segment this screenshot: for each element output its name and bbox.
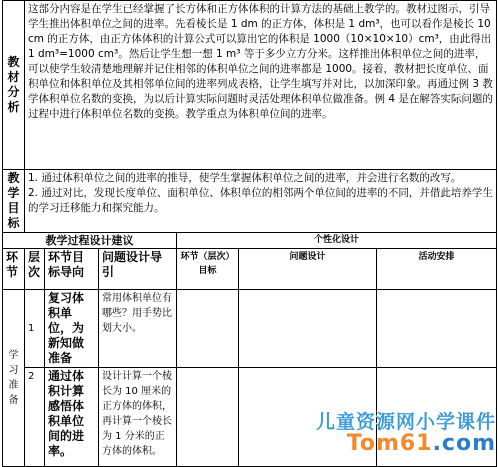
header-question-design: 问题设计 [239, 249, 377, 290]
row-1-question-design [239, 290, 377, 368]
goals-label [6, 171, 21, 231]
watermark-domain [347, 431, 496, 456]
header-stage-goal: 环节（层次）目标 [177, 249, 239, 290]
watermark-domain-name: Tom61 [346, 431, 433, 456]
analysis-label-char: 析 [7, 100, 20, 114]
header-level: 层次 [25, 249, 45, 290]
goal-item-1: 1. 通过体积单位之间的进率的推导，使学生掌握体积单位之间的进率，并会进行名数的改写。 [28, 172, 462, 184]
header-goal-direction: 环节目标导向 [45, 249, 99, 290]
analysis-row [3, 1, 497, 170]
goals-label-char: 目 [7, 201, 20, 215]
goal-item-2: 2. 通过对比，发现长度单位、面积单位、体积单位的相邻两个单位间的进率的不同，并借此培养学生的学习迁移能力和探究能力。 [28, 187, 493, 214]
process-title-row [3, 233, 497, 249]
goals-label-char: 学 [7, 186, 20, 200]
goals-label-char: 教 [7, 171, 20, 185]
process-header-row [3, 249, 497, 290]
watermark-domain-suffix: .com [432, 431, 496, 456]
analysis-text: 这部分内容是在学生已经掌握了长方体和正方体体积的计算方法的基础上教学的。教材过图示，引导学生推出体积单位之间的进率。先看棱长是 1 dm 的正方体，体积是 1 dm³，也可以看作是棱长 10 cm 的正方体，由正方体体积的计算公式可以算出它的体积是 1000（10×10×10）cm³，由此得出 1 dm³=1000 cm³。然后让学生想一想 1 m³ 等于多少立方分米。这样推出体积单位之间的进率，可以使学生较清楚地理解并记住相邻的体积单位之间的进率都是 1000。接着，教材把长度单位、面积单位和体积单位及其相邻单位间的进率列成表格，让学生填写并对比，以加深印象。再通过例 3 教学体积单位名数的变换，为以后计算实际问题时灵活处理体积单位做准备。例 4 是在解答实际问题的过程中进行体积单位名数的变换。教学重点为体积单位间的进率。 [28, 3, 493, 120]
watermark-title: 儿童资源网小学课件 [315, 411, 496, 433]
goals-row [3, 170, 497, 233]
analysis-label-cell [3, 1, 25, 170]
level-2: 2 [25, 368, 45, 467]
row-2-question: 设计计算一个棱长为 10 厘米的正方体的体积，再计算一个棱长为 1 分米的正方体的体积。 [99, 368, 177, 467]
header-question-guide: 问题设计导引 [99, 249, 177, 290]
analysis-label-char: 分 [7, 85, 20, 99]
analysis-label [6, 55, 21, 115]
analysis-label-char: 教 [7, 55, 20, 69]
header-activity: 活动安排 [377, 249, 497, 290]
goals-text-cell [25, 170, 497, 233]
row-1-question: 常用体积单位有哪些？用手势比划大小。 [99, 290, 177, 368]
analysis-label-char: 材 [7, 70, 20, 84]
header-stage: 环节 [3, 249, 25, 290]
site-watermark [296, 407, 496, 459]
goals-label-cell [3, 170, 25, 233]
row-1-goal: 复习体积单位，为新知做准备 [45, 290, 99, 368]
analysis-text-cell [25, 1, 497, 170]
row-1-stage-goal [177, 290, 239, 368]
personal-design-title: 个性化设计 [177, 233, 497, 249]
row-2-stage-goal [177, 368, 239, 467]
row-1-activity [377, 290, 497, 368]
goals-label-char: 标 [7, 216, 20, 230]
process-row [3, 290, 497, 368]
process-title: 教学过程设计建议 [3, 233, 177, 249]
stage-label: 学习准备 [3, 290, 25, 467]
lesson-plan-table [2, 0, 497, 467]
row-2-goal: 通过体积计算感悟体积单位间的进率。 [45, 368, 99, 467]
level-1: 1 [25, 290, 45, 368]
